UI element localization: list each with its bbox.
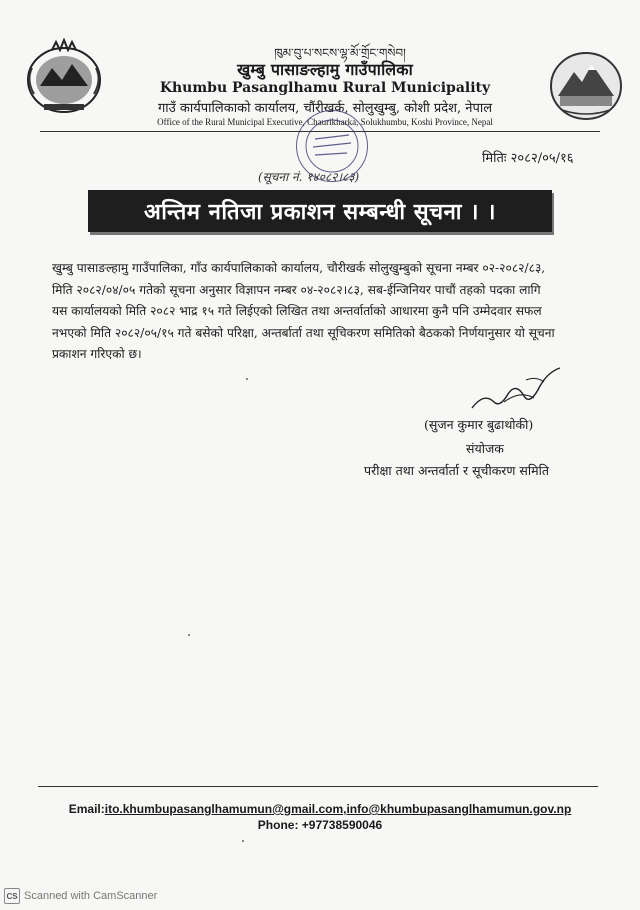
email-label: Email:	[68, 802, 105, 816]
notice-date: मितिः २०८२/०५/१६	[482, 151, 574, 166]
footer-divider	[38, 786, 598, 787]
municipality-title-en: Khumbu Pasanglhamu Rural Municipality	[159, 80, 491, 96]
footer-email	[60, 802, 580, 816]
tibetan-title: ཁུམ་བུ་པ་སངས་ལྷ་མོ་གྲོང་གསེབ།	[274, 46, 406, 60]
notice-body	[52, 258, 598, 366]
email-link-gmail[interactable]: ito.khumbupasanglhamumun@gmail.com	[104, 802, 344, 816]
municipality-title-np: खुम्बु पासाङल्हामु गाउँपालिका	[237, 60, 413, 79]
signatory-name: (सुजन कुमार बुढाथोकी)	[424, 417, 534, 432]
scan-speck	[246, 378, 248, 380]
signature-icon	[464, 362, 574, 414]
email-separator: ,	[343, 802, 347, 816]
camscanner-text: Scanned with CamScanner	[24, 890, 158, 902]
camscanner-watermark	[4, 887, 157, 905]
scan-speck	[188, 634, 190, 636]
body-line: यस कार्यालयको मिति २०८२ भाद्र १५ गते लिईएको लिखित तथा अन्तर्वार्ताको आधारमा कुनै पनि उम्मेदवार सफल	[52, 304, 542, 318]
email-link-gov[interactable]: info@khumbupasanglhamumun.gov.np	[346, 802, 572, 816]
body-line: खुम्बु पासाङल्हामु गाउँपालिका, गाँउ कार्यपालिकाको कार्यालय, चौरीखर्क सोलुखुम्बुको सूचना नम्बर ०२-२०८२/८३,	[52, 261, 546, 275]
office-address-en: Office of the Rural Municipal Executive, Chaurikharka, Solukhumbu, Koshi Province, Nepal	[157, 117, 493, 127]
notice-heading: अन्तिम नतिजा प्रकाशन सम्बन्धी सूचना । ।	[88, 190, 552, 232]
body-line: मिति २०८२/०४/०५ गतेको सूचना अनुसार विज्ञापन नम्बर ०४-२०८२।८३, सब-ईन्जिनियर पाचौं तहको पदका लागि	[52, 282, 541, 297]
signatory-committee: परीक्षा तथा अन्तर्वार्ता र सूचीकरण समिति	[364, 463, 549, 478]
camscanner-icon: CS	[4, 888, 20, 904]
body-line: प्रकाशन गरिएको छ।	[52, 347, 142, 361]
mountain-logo-icon	[548, 50, 624, 122]
notice-reference: (सूचना नं. १४०८२।८३)	[258, 170, 360, 184]
body-line: नभएको मिति २०८२/०५/१५ गते बसेको परिक्षा, अन्तर्बार्ता तथा सूचिकरण समितिको बैठकको निर्णयानुसार यो सूचना	[52, 325, 555, 340]
signatory-role: संयोजक	[466, 441, 504, 456]
footer-phone: Phone: +97738590046	[257, 818, 383, 832]
office-address-np: गाउँ कार्यपालिकाको कार्यालय, चौंरीखर्क, सोलुखुम्बु, कोशी प्रदेश, नेपाल	[157, 101, 493, 116]
nepal-emblem-icon	[22, 38, 106, 116]
scan-speck	[242, 840, 244, 842]
